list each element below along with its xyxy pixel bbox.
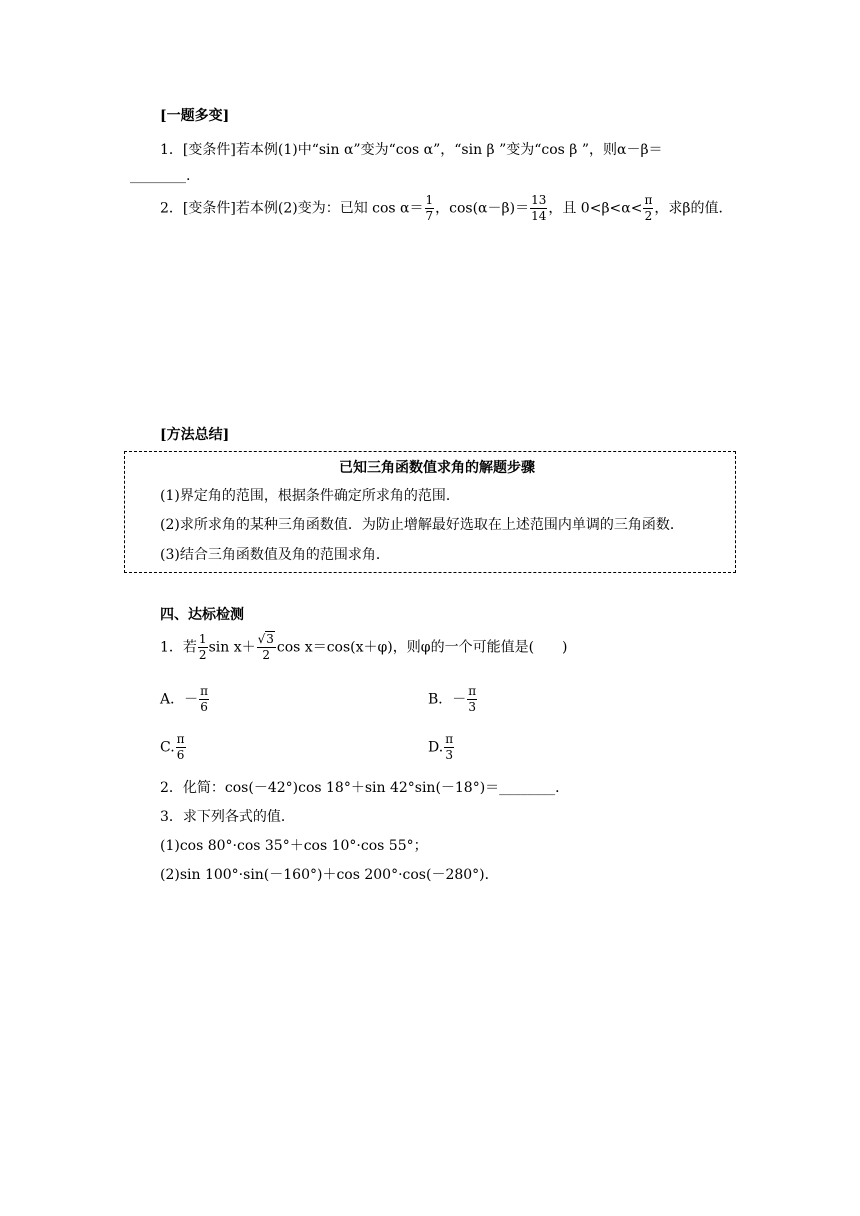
option-b-fraction [467, 684, 477, 715]
q1-tag: [变条件] [182, 142, 236, 158]
fraction-13-14 [530, 193, 547, 224]
variation-question-2 [160, 193, 732, 224]
option-b [428, 684, 478, 715]
method-step-1: (1)界定角的范围，根据条件确定所求角的范围． [160, 488, 460, 504]
fraction-numerator: π [176, 732, 185, 746]
fraction-denominator: 3 [445, 748, 453, 762]
q2-number: 2． [160, 200, 183, 217]
fraction-numerator: 1 [198, 632, 207, 646]
q2-text-c: ，且 0<β<α< [548, 200, 643, 217]
cq1-mid1: sin x＋ [208, 639, 256, 656]
option-a [160, 684, 210, 715]
fraction-numerator: π [468, 684, 477, 698]
option-b-label: B．－ [428, 691, 467, 708]
fraction-pi-2 [643, 193, 653, 224]
q2-text-d: ，求β的值． [654, 200, 733, 217]
fraction-denominator: 2 [262, 648, 271, 662]
fraction-denominator: 3 [468, 700, 477, 714]
fraction-denominator: 6 [200, 700, 208, 714]
cq1-mid2: cos x＝cos(x＋φ)，则φ的一个可能值是( ) [276, 639, 568, 656]
q1-blank: ________ [130, 168, 186, 184]
option-d-label: D. [428, 739, 444, 756]
method-step-2: (2)求所求角的某种三角函数值．为防止增解最好选取在上述范围内单调的三角函数． [160, 517, 684, 533]
check-heading: 四、达标检测 [160, 607, 244, 623]
check-question-2: 2．化简：cos(－42°)cos 18°＋sin 42°sin(－18°)＝________． [160, 780, 570, 796]
fraction-numerator [257, 632, 276, 648]
option-c-fraction [176, 732, 186, 763]
variation-question-1-blank [130, 168, 190, 184]
fraction-numerator: 1 [425, 193, 434, 207]
option-c [160, 732, 187, 763]
fraction-numerator: π [200, 684, 209, 698]
method-heading: [方法总结] [160, 427, 230, 443]
method-box-title: 已知三角函数值求角的解题步骤 [339, 460, 535, 476]
variation-heading: [一题多变] [160, 108, 230, 124]
cq1-number: 1． [160, 639, 183, 656]
check-question-3: 3．求下列各式的值． [160, 809, 295, 825]
check-question-1 [160, 632, 568, 663]
fraction-sqrt3-2 [257, 632, 276, 663]
radicand: 3 [266, 632, 274, 646]
option-a-label: A．－ [160, 691, 199, 708]
fraction-numerator: π [445, 732, 454, 746]
method-step-3: (3)结合三角函数值及角的范围求角． [160, 547, 390, 563]
fraction-1-7 [425, 193, 435, 224]
fraction-denominator: 7 [425, 209, 434, 223]
q1-number: 1． [160, 142, 183, 158]
fraction-1-2 [198, 632, 208, 663]
option-d [428, 732, 455, 763]
fraction-denominator: 6 [176, 748, 185, 762]
variation-question-1 [160, 139, 663, 159]
option-a-fraction [199, 684, 209, 715]
cq1-pre: 若 [182, 639, 197, 656]
check-question-3-part-1: (1)cos 80°·cos 35°＋cos 10°·cos 55°； [160, 838, 428, 854]
check-question-3-part-2: (2)sin 100°·sin(－160°)＋cos 200°·cos(－280°)． [160, 867, 499, 883]
fraction-denominator: 14 [531, 209, 547, 223]
fraction-denominator: 2 [198, 648, 207, 662]
q1-end: . [186, 168, 191, 184]
fraction-numerator: π [644, 193, 653, 207]
option-c-label: C. [160, 739, 175, 756]
q2-text-b: ，cos(α－β)＝ [435, 200, 530, 217]
option-d-fraction [444, 732, 454, 763]
q2-tag: [变条件] [182, 200, 236, 217]
sqrt-icon: √ [257, 632, 266, 646]
fraction-numerator: 13 [531, 193, 547, 207]
q1-text: 若本例(1)中“sin α”变为“cos α”，“sin β ”变为“cos β ”，则α－β＝ [235, 142, 663, 158]
q2-text-a: 若本例(2)变为：已知 cos α＝ [235, 200, 424, 217]
fraction-denominator: 2 [644, 209, 653, 223]
